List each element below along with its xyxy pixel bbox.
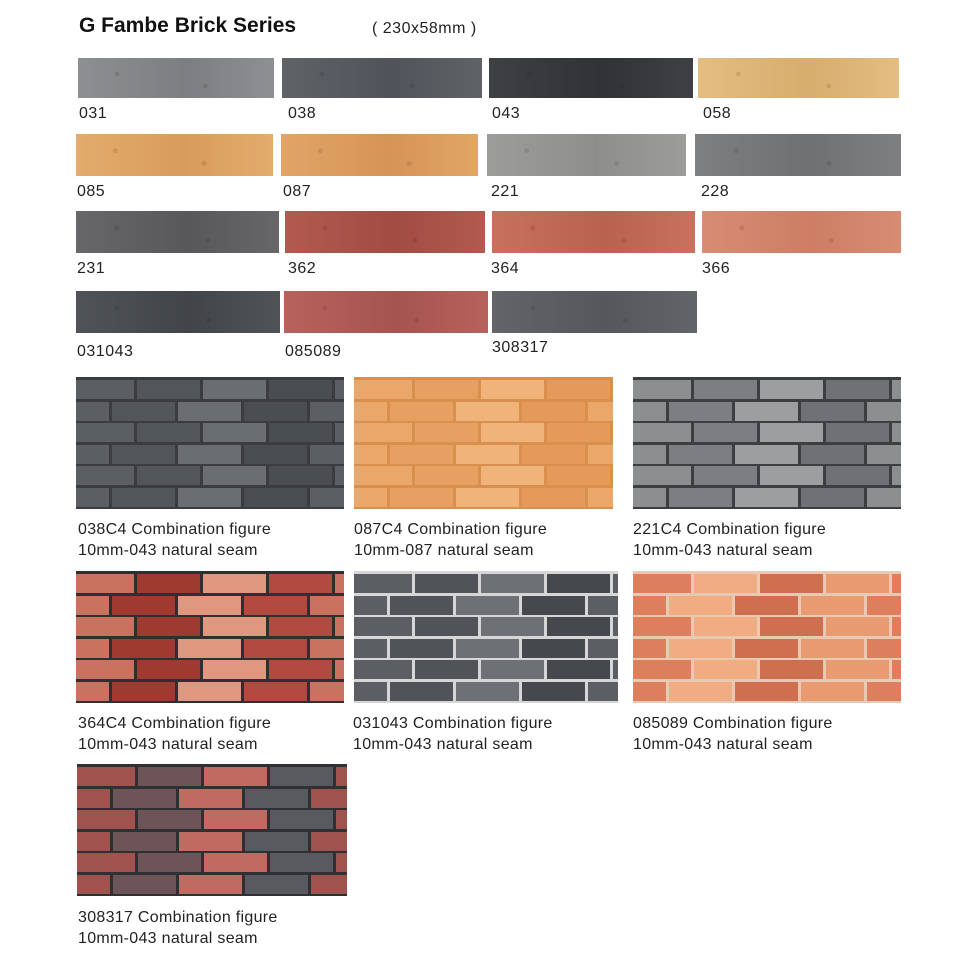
swatch-label: 043 — [492, 105, 521, 122]
brick — [310, 682, 344, 701]
brick — [77, 789, 110, 808]
brick — [522, 445, 585, 464]
swatch-308317 — [492, 291, 697, 333]
brick — [311, 832, 347, 851]
brick — [335, 380, 344, 399]
brick — [203, 574, 266, 593]
brick — [588, 402, 613, 421]
brick — [694, 423, 757, 442]
brick — [826, 660, 889, 679]
brick — [522, 596, 585, 615]
brick — [244, 596, 307, 615]
brick — [633, 466, 691, 485]
brick — [633, 488, 666, 507]
brick — [178, 445, 241, 464]
brick — [415, 466, 478, 485]
swatch-043 — [489, 58, 693, 98]
brick — [138, 853, 201, 872]
brick — [522, 682, 585, 701]
brick — [354, 574, 412, 593]
brick — [633, 574, 691, 593]
brick — [138, 767, 201, 786]
brick — [178, 402, 241, 421]
brick — [892, 423, 901, 442]
brick — [336, 853, 347, 872]
brick — [456, 445, 519, 464]
brick — [76, 380, 134, 399]
brick — [547, 423, 610, 442]
brick — [203, 423, 266, 442]
brick — [826, 380, 889, 399]
caption-line-1: 038C4 Combination figure — [78, 521, 272, 538]
swatch-085089 — [284, 291, 488, 333]
brick — [801, 445, 864, 464]
brick — [456, 639, 519, 658]
swatch-texture — [76, 291, 280, 333]
swatch-texture — [487, 134, 686, 176]
brick — [179, 789, 242, 808]
brick — [354, 660, 412, 679]
combo-caption — [78, 519, 271, 561]
brick — [269, 423, 332, 442]
brick — [77, 810, 135, 829]
brick — [112, 488, 175, 507]
brick — [77, 767, 135, 786]
brick — [481, 660, 544, 679]
swatch-texture — [695, 134, 901, 176]
combo-087c4-image — [354, 377, 613, 509]
brick — [204, 810, 267, 829]
swatch-texture — [698, 58, 899, 98]
combo-308317-image — [77, 764, 347, 896]
swatch-label: 366 — [702, 260, 731, 277]
brick — [203, 617, 266, 636]
swatch-085 — [76, 134, 273, 176]
swatch-label: 085 — [77, 183, 106, 200]
caption-line-1: 221C4 Combination figure — [633, 521, 827, 538]
caption-line-1: 087C4 Combination figure — [354, 521, 548, 538]
brick — [76, 423, 134, 442]
brick — [354, 617, 412, 636]
brick — [354, 380, 412, 399]
caption-line-1: 085089 Combination figure — [633, 715, 833, 732]
brick — [694, 660, 757, 679]
combo-364c4-image — [76, 571, 344, 703]
brick — [826, 617, 889, 636]
brick — [694, 574, 757, 593]
brick — [335, 660, 344, 679]
brick — [735, 402, 798, 421]
brick — [112, 596, 175, 615]
brick — [588, 488, 613, 507]
brick — [456, 596, 519, 615]
brick — [310, 596, 344, 615]
brick — [735, 639, 798, 658]
brick — [178, 488, 241, 507]
brick — [311, 789, 347, 808]
brick — [244, 682, 307, 701]
brick — [390, 682, 453, 701]
swatch-label: 221 — [491, 183, 520, 200]
brick — [179, 832, 242, 851]
brick — [203, 380, 266, 399]
brick — [178, 639, 241, 658]
brick — [354, 402, 387, 421]
swatch-031 — [78, 58, 274, 98]
brick — [735, 445, 798, 464]
page-title: G Fambe Brick Series — [79, 14, 297, 37]
swatch-texture — [489, 58, 693, 98]
swatch-texture — [285, 211, 485, 253]
caption-line-2: 10mm-043 natural seam — [633, 542, 813, 559]
brick — [112, 402, 175, 421]
brick — [892, 660, 901, 679]
brick — [826, 574, 889, 593]
swatch-texture — [76, 211, 279, 253]
brick — [867, 639, 901, 658]
combo-caption — [633, 519, 826, 561]
swatch-087 — [281, 134, 478, 176]
brick — [112, 639, 175, 658]
brick — [613, 660, 618, 679]
brick — [892, 380, 901, 399]
brick — [204, 853, 267, 872]
brick — [481, 423, 544, 442]
combo-caption — [353, 713, 553, 755]
brick — [269, 466, 332, 485]
brick — [481, 617, 544, 636]
brick — [415, 660, 478, 679]
brick — [481, 380, 544, 399]
brick — [669, 639, 732, 658]
brick — [826, 423, 889, 442]
brick — [669, 445, 732, 464]
swatch-label: 031 — [79, 105, 108, 122]
brick — [113, 875, 176, 894]
brick — [137, 380, 200, 399]
swatch-364 — [492, 211, 695, 253]
brick — [311, 875, 347, 894]
brick — [867, 682, 901, 701]
brick — [694, 617, 757, 636]
caption-line-1: 031043 Combination figure — [353, 715, 553, 732]
brick — [760, 466, 823, 485]
brick — [801, 488, 864, 507]
brick — [669, 402, 732, 421]
brick — [310, 445, 344, 464]
brick — [310, 402, 344, 421]
brick — [867, 445, 901, 464]
brick — [547, 574, 610, 593]
brick — [244, 488, 307, 507]
brick — [354, 466, 412, 485]
swatch-label: 362 — [288, 260, 317, 277]
brick — [801, 402, 864, 421]
swatch-228 — [695, 134, 901, 176]
swatch-031043 — [76, 291, 280, 333]
brick — [137, 466, 200, 485]
combo-caption — [78, 713, 271, 755]
brick — [310, 639, 344, 658]
brick — [113, 832, 176, 851]
brick — [354, 682, 387, 701]
combo-038c4-image — [76, 377, 344, 509]
brick — [390, 488, 453, 507]
brick — [892, 574, 901, 593]
brick — [179, 875, 242, 894]
brick — [204, 767, 267, 786]
brick — [354, 639, 387, 658]
brick — [415, 574, 478, 593]
brick — [354, 445, 387, 464]
swatch-texture — [78, 58, 274, 98]
combo-221c4-image — [633, 377, 901, 509]
brick — [588, 445, 613, 464]
brick — [77, 832, 110, 851]
brick — [244, 445, 307, 464]
brick — [76, 682, 109, 701]
brick — [588, 639, 618, 658]
brick — [867, 402, 901, 421]
brick — [613, 617, 618, 636]
brick — [867, 488, 901, 507]
brick — [335, 466, 344, 485]
brick — [178, 682, 241, 701]
swatch-366 — [702, 211, 901, 253]
brick — [547, 380, 610, 399]
swatch-label: 228 — [701, 183, 730, 200]
swatch-label: 031043 — [77, 343, 134, 360]
brick — [244, 402, 307, 421]
brick — [270, 810, 333, 829]
brick — [633, 445, 666, 464]
brick — [137, 574, 200, 593]
swatch-label: 058 — [703, 105, 732, 122]
brick — [335, 423, 344, 442]
brick — [270, 853, 333, 872]
brick — [76, 402, 109, 421]
swatch-038 — [282, 58, 482, 98]
caption-line-1: 308317 Combination figure — [78, 909, 278, 926]
brick — [137, 617, 200, 636]
brick — [801, 639, 864, 658]
brick — [456, 488, 519, 507]
swatch-texture — [284, 291, 488, 333]
brick — [669, 596, 732, 615]
swatch-label: 038 — [288, 105, 317, 122]
brick — [522, 488, 585, 507]
brick — [633, 660, 691, 679]
brick — [760, 423, 823, 442]
brick — [178, 596, 241, 615]
brick — [245, 789, 308, 808]
brick — [269, 617, 332, 636]
brick — [415, 380, 478, 399]
brick — [137, 423, 200, 442]
brick — [522, 402, 585, 421]
combo-085089-image — [633, 571, 901, 703]
caption-line-2: 10mm-043 natural seam — [78, 542, 258, 559]
brick — [336, 767, 347, 786]
swatch-label: 308317 — [492, 339, 549, 356]
combo-031043-image — [354, 571, 618, 703]
brick — [669, 488, 732, 507]
brick — [588, 682, 618, 701]
swatch-texture — [492, 291, 697, 333]
brick — [113, 789, 176, 808]
brick — [390, 596, 453, 615]
combo-caption — [633, 713, 833, 755]
brick — [390, 639, 453, 658]
brick — [694, 466, 757, 485]
brick — [633, 639, 666, 658]
brick — [203, 466, 266, 485]
swatch-221 — [487, 134, 686, 176]
swatch-texture — [702, 211, 901, 253]
brick — [245, 875, 308, 894]
brick — [694, 380, 757, 399]
swatch-label: 364 — [491, 260, 520, 277]
brick — [354, 423, 412, 442]
brick — [335, 574, 344, 593]
brick — [76, 639, 109, 658]
swatch-label: 231 — [77, 260, 106, 277]
brick — [826, 466, 889, 485]
caption-line-2: 10mm-043 natural seam — [353, 736, 533, 753]
brick — [137, 660, 200, 679]
caption-line-2: 10mm-043 natural seam — [78, 736, 258, 753]
brick — [415, 617, 478, 636]
brick — [415, 423, 478, 442]
brick — [588, 596, 618, 615]
swatch-231 — [76, 211, 279, 253]
caption-line-1: 364C4 Combination figure — [78, 715, 272, 732]
brick — [481, 574, 544, 593]
brick — [633, 423, 691, 442]
brick — [522, 639, 585, 658]
brick — [269, 574, 332, 593]
brick — [76, 466, 134, 485]
brick — [335, 617, 344, 636]
brick — [892, 617, 901, 636]
swatch-texture — [492, 211, 695, 253]
brick — [867, 596, 901, 615]
brick — [76, 660, 134, 679]
brick — [76, 596, 109, 615]
brick — [801, 682, 864, 701]
brick — [760, 660, 823, 679]
brick — [310, 488, 344, 507]
brick — [547, 466, 610, 485]
caption-line-2: 10mm-043 natural seam — [633, 736, 813, 753]
brick — [735, 488, 798, 507]
swatch-label: 085089 — [285, 343, 342, 360]
brick — [76, 617, 134, 636]
brick — [613, 574, 618, 593]
brick — [735, 596, 798, 615]
brick — [390, 445, 453, 464]
combo-caption — [354, 519, 547, 561]
brick — [390, 402, 453, 421]
brick — [112, 445, 175, 464]
caption-line-2: 10mm-087 natural seam — [354, 542, 534, 559]
brick — [203, 660, 266, 679]
brick — [77, 853, 135, 872]
brick — [633, 682, 666, 701]
swatch-058 — [698, 58, 899, 98]
brick — [547, 617, 610, 636]
swatch-texture — [281, 134, 478, 176]
brick — [269, 380, 332, 399]
brick — [456, 682, 519, 701]
brick — [633, 617, 691, 636]
brick — [892, 466, 901, 485]
brick — [669, 682, 732, 701]
brick — [269, 660, 332, 679]
combo-caption — [78, 907, 278, 949]
brick — [112, 682, 175, 701]
brick — [633, 402, 666, 421]
swatch-label: 087 — [283, 183, 312, 200]
brick — [76, 445, 109, 464]
brick — [76, 488, 109, 507]
brick — [633, 380, 691, 399]
brick — [456, 402, 519, 421]
brick — [760, 617, 823, 636]
brick — [735, 682, 798, 701]
brick — [633, 596, 666, 615]
brick — [760, 380, 823, 399]
brick — [547, 660, 610, 679]
swatch-texture — [76, 134, 273, 176]
brick — [336, 810, 347, 829]
brick — [76, 574, 134, 593]
brick — [138, 810, 201, 829]
brick — [760, 574, 823, 593]
brick-size: ( 230x58mm ) — [372, 20, 477, 37]
brick — [481, 466, 544, 485]
caption-line-2: 10mm-043 natural seam — [78, 930, 258, 947]
brick — [270, 767, 333, 786]
brick — [244, 639, 307, 658]
brick — [354, 596, 387, 615]
swatch-362 — [285, 211, 485, 253]
swatch-texture — [282, 58, 482, 98]
brick — [354, 488, 387, 507]
brick — [245, 832, 308, 851]
brick — [801, 596, 864, 615]
brick — [77, 875, 110, 894]
